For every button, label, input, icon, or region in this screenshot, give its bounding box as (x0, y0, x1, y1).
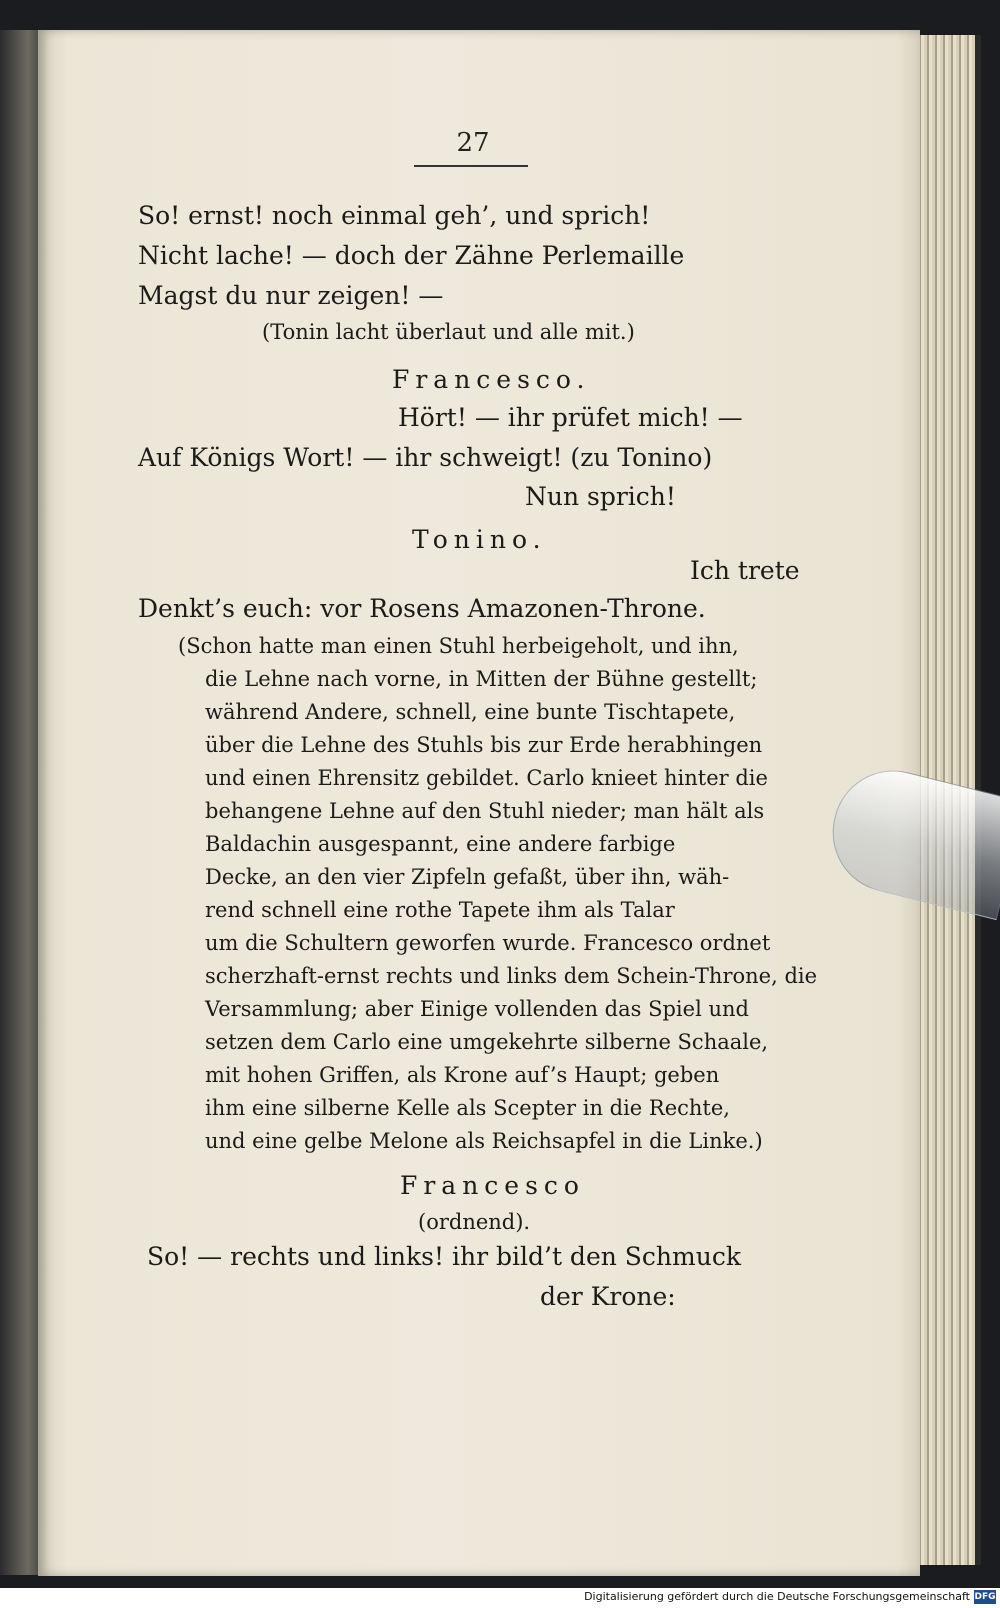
verse-line: der Krone: (540, 1282, 676, 1311)
verse-line: Hört! — ihr prüfet mich! — (398, 403, 743, 432)
page-number-rule (414, 165, 528, 167)
stage-direction: setzen dem Carlo eine umgekehrte silberne Schaale, (205, 1030, 769, 1054)
stage-direction: über die Lehne des Stuhls bis zur Erde herabhingen (205, 733, 763, 757)
verse-line: So! — rechts und links! ihr bild’t den Schmuck (147, 1242, 741, 1271)
verse-line: Nun sprich! (525, 482, 676, 511)
stage-direction: und eine gelbe Melone als Reichsapfel in die Linke.) (205, 1129, 763, 1153)
stage-direction: (ordnend). (418, 1210, 531, 1234)
speaker-name: Francesco. (392, 365, 591, 394)
stage-direction: und einen Ehrensitz gebildet. Carlo knieet hinter die (205, 766, 768, 790)
stage-direction: mit hohen Griffen, als Krone auf’s Haupt; geben (205, 1063, 720, 1087)
stage-direction: Versammlung; aber Einige vollenden das Spiel und (205, 997, 749, 1021)
stage-direction: rend schnell eine rothe Tapete ihm als Talar (205, 898, 675, 922)
stage-direction: um die Schultern geworfen wurde. Francesco ordnet (205, 931, 771, 955)
stage-direction: ihm eine silberne Kelle als Scepter in die Rechte, (205, 1096, 730, 1120)
stage-direction: behangene Lehne auf den Stuhl nieder; man hält als (205, 799, 765, 823)
stage-direction: während Andere, schnell, eine bunte Tischtapete, (205, 700, 736, 724)
page-number: 27 (456, 128, 490, 158)
verse-line: Denkt’s euch: vor Rosens Amazonen-Throne. (138, 594, 706, 623)
speaker-name: Tonino. (412, 525, 547, 554)
verse-line: Ich trete (690, 556, 800, 585)
verse-line: Magst du nur zeigen! — (138, 281, 444, 310)
dfg-logo: DFG (974, 1592, 996, 1602)
speaker-name: Francesco (400, 1171, 585, 1200)
stage-direction: scherzhaft-ernst rechts und links dem Schein-Throne, die (205, 964, 818, 988)
stage-direction: (Schon hatte man einen Stuhl herbeigeholt, und ihn, (178, 634, 739, 658)
verse-line: So! ernst! noch einmal geh’, und sprich! (138, 201, 651, 230)
stage-direction: (Tonin lacht überlaut und alle mit.) (262, 320, 635, 344)
stage-direction: Baldachin ausgespannt, eine andere farbige (205, 832, 676, 856)
funding-credit: Digitalisierung gefördert durch die Deutsche Forschungsgemeinschaft (584, 1590, 970, 1603)
verse-line: Nicht lache! — doch der Zähne Perlemaille (138, 241, 685, 270)
verse-line: Auf Königs Wort! — ihr schweigt! (zu Tonino) (138, 443, 713, 472)
stage-direction: die Lehne nach vorne, in Mitten der Bühne gestellt; (205, 667, 758, 691)
adjacent-book-edge (0, 30, 40, 1575)
stage-direction: Decke, an den vier Zipfeln gefaßt, über ihn, wäh- (205, 865, 730, 889)
